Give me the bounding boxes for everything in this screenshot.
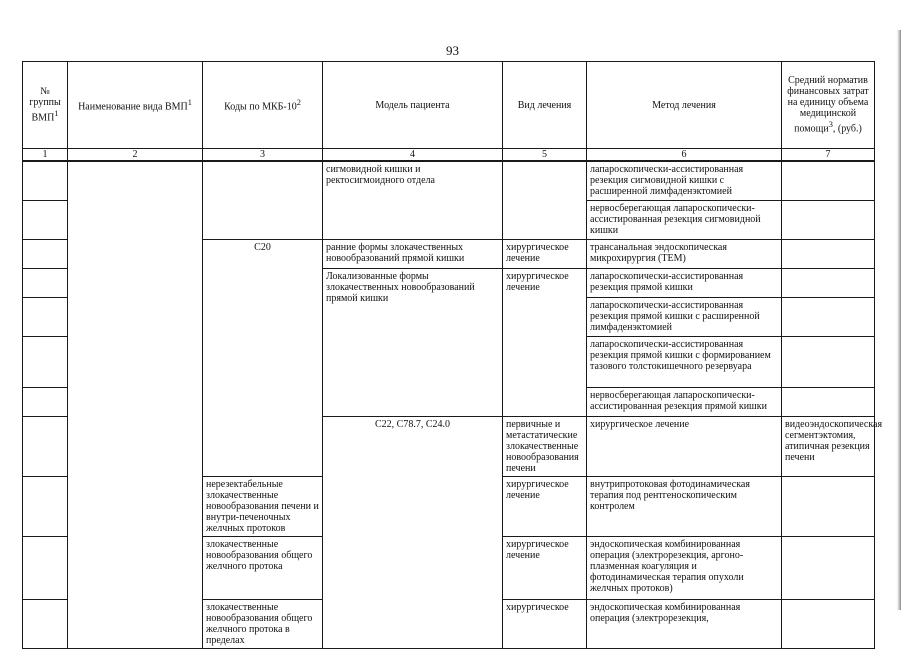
group-no-cell bbox=[23, 298, 68, 337]
header-patient-model: Модель пациента bbox=[323, 62, 503, 149]
header-treatment-method: Метод лечения bbox=[587, 62, 782, 149]
treatment-type-cell: хирургическое лечение bbox=[503, 537, 587, 600]
cost-cell bbox=[782, 600, 875, 649]
column-number: 2 bbox=[68, 149, 203, 162]
treatment-method-cell: внутрипротоковая фотодинамическая терапия под рентгеноскопическим контролем bbox=[587, 477, 782, 537]
treatment-method-cell: лапароскопически-ассистированная резекция сигмовидной кишки с расширенной лимфаденэктомией bbox=[587, 161, 782, 201]
cost-cell bbox=[782, 298, 875, 337]
treatment-method-cell: эндоскопическая комбинированная операция (электрорезекция, bbox=[587, 600, 782, 649]
treatment-method-cell: лапароскопически-ассистированная резекция прямой кишки bbox=[587, 269, 782, 298]
patient-model-cell: ранние формы злокачественных новообразований прямой кишки bbox=[323, 240, 503, 269]
treatment-type-cell bbox=[503, 161, 587, 240]
scan-edge-shadow bbox=[897, 30, 901, 610]
treatment-method-cell: лапароскопически-ассистированная резекция прямой кишки с формированием тазового толстокишечного резервуара bbox=[587, 337, 782, 388]
patient-model-cell: злокачественные новообразования общего желчного протока bbox=[203, 537, 323, 600]
treatment-method-cell: эндоскопическая комбинированная операция (электрорезекция, аргоно-плазменная коагуляция и фотодинамическая терапия опухоли желчных протоков) bbox=[587, 537, 782, 600]
icd-code-cell: C22, C78.7, C24.0 bbox=[323, 417, 503, 649]
header-icd-codes: Коды по МКБ-$10^2$ bbox=[203, 62, 323, 149]
patient-model-cell: первичные и метастатические злокачественные новообразования печени bbox=[503, 417, 587, 477]
group-no-cell bbox=[23, 388, 68, 417]
treatment-type-cell: хирургическое bbox=[503, 600, 587, 649]
column-number: 3 bbox=[203, 149, 323, 162]
cost-cell bbox=[782, 537, 875, 600]
header-row bbox=[23, 62, 875, 149]
cost-cell bbox=[782, 269, 875, 298]
page-number: 93 bbox=[446, 43, 459, 58]
group-no-cell bbox=[23, 269, 68, 298]
group-no-cell bbox=[23, 477, 68, 537]
icd-code-cell: C20 bbox=[203, 240, 323, 477]
cost-cell bbox=[782, 477, 875, 537]
patient-model-cell: сигмовидной кишки и ректосигмоидного отдела bbox=[323, 161, 503, 240]
cost-cell bbox=[782, 240, 875, 269]
treatment-type-cell: хирургическое лечение bbox=[503, 240, 587, 269]
icd-code-cell bbox=[203, 161, 323, 240]
group-no-cell bbox=[23, 537, 68, 600]
header-vmp-name: Наименование вида ВМП$^1$ bbox=[68, 62, 203, 149]
group-no-cell bbox=[23, 417, 68, 477]
column-number-row bbox=[23, 149, 875, 162]
treatment-type-cell: хирургическое лечение bbox=[587, 417, 782, 477]
group-no-cell bbox=[23, 161, 68, 201]
group-no-cell bbox=[23, 240, 68, 269]
treatment-type-cell: хирургическое лечение bbox=[503, 269, 587, 417]
column-number: 1 bbox=[23, 149, 68, 162]
vmp-table bbox=[22, 61, 883, 649]
treatment-type-cell: хирургическое лечение bbox=[503, 477, 587, 537]
treatment-method-cell: видеоэндоскопическая сегментэктомия, атипичная резекция печени bbox=[782, 417, 875, 477]
table-row bbox=[23, 161, 875, 201]
group-no-cell bbox=[23, 337, 68, 388]
treatment-method-cell: трансанальная эндоскопическая микрохирургия (TEM) bbox=[587, 240, 782, 269]
header-group-no: № группы ВМП$^1$ bbox=[23, 62, 68, 149]
table-clip bbox=[22, 61, 883, 646]
cost-cell bbox=[782, 161, 875, 201]
header-cost-norm: Средний норматив финансовых затрат на единицу объема медицинской помощи$^3$, (руб.) bbox=[782, 62, 875, 149]
treatment-method-cell: лапароскопически-ассистированная резекция прямой кишки с расширенной лимфаденэктомией bbox=[587, 298, 782, 337]
column-number: 4 bbox=[323, 149, 503, 162]
column-number: 7 bbox=[782, 149, 875, 162]
cost-cell bbox=[782, 388, 875, 417]
group-no-cell bbox=[23, 600, 68, 649]
treatment-method-cell: нервосберегающая лапароскопически-ассистированная резекция сигмовидной кишки bbox=[587, 201, 782, 240]
patient-model-cell: Локализованные формы злокачественных новообразований прямой кишки bbox=[323, 269, 503, 417]
cost-cell bbox=[782, 201, 875, 240]
cost-cell bbox=[782, 337, 875, 388]
treatment-method-cell: нервосберегающая лапароскопически-ассистированная резекция прямой кишки bbox=[587, 388, 782, 417]
header-treatment-type: Вид лечения bbox=[503, 62, 587, 149]
vmp-name-cell bbox=[68, 161, 203, 649]
column-number: 6 bbox=[587, 149, 782, 162]
patient-model-cell: нерезектабельные злокачественные новообразования печени и внутри-печеночных желчных протоков bbox=[203, 477, 323, 537]
patient-model-cell: злокачественные новообразования общего желчного протока в пределах bbox=[203, 600, 323, 649]
group-no-cell bbox=[23, 201, 68, 240]
column-number: 5 bbox=[503, 149, 587, 162]
